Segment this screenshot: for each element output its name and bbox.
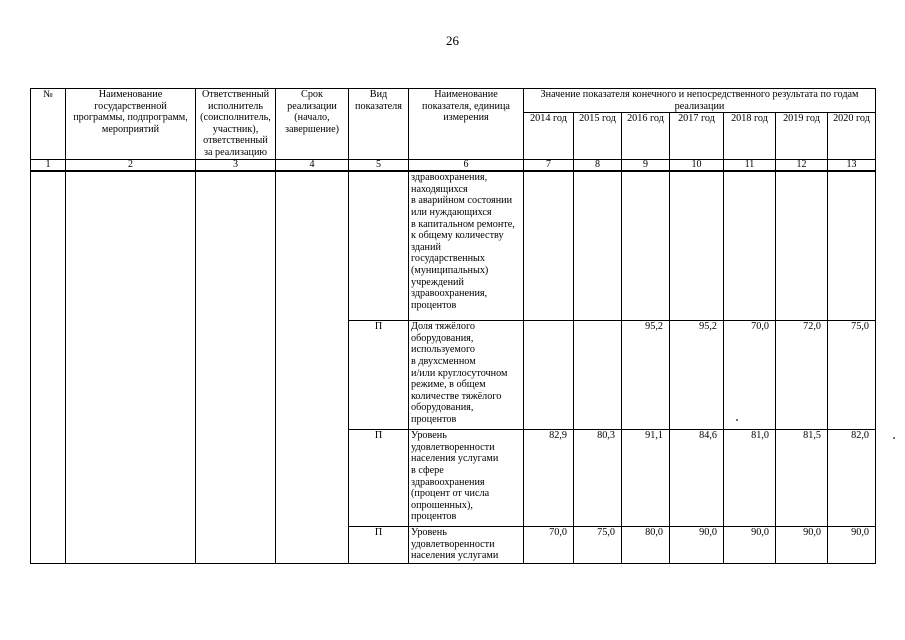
indicators-table <box>30 88 876 564</box>
value-cell <box>724 171 776 321</box>
header-year: 2014 год <box>524 113 574 160</box>
scan-speck <box>893 437 895 439</box>
value-cell: 72,0 <box>776 321 828 430</box>
value-cell <box>776 171 828 321</box>
value-cell <box>622 171 670 321</box>
value-cell: 90,0 <box>776 527 828 564</box>
value-cell: 70,0 <box>524 527 574 564</box>
column-number: 2 <box>66 160 196 172</box>
value-cell: 80,3 <box>574 430 622 527</box>
column-number: 4 <box>276 160 349 172</box>
header-indicator-type: Вид показателя <box>349 89 409 160</box>
header-year: 2017 год <box>670 113 724 160</box>
page-number: 26 <box>446 33 459 48</box>
value-cell: 70,0 <box>724 321 776 430</box>
indicator-type-cell: П <box>349 321 409 430</box>
column-number: 6 <box>409 160 524 172</box>
value-cell <box>524 171 574 321</box>
column-number: 12 <box>776 160 828 172</box>
value-cell: 95,2 <box>622 321 670 430</box>
header-year: 2020 год <box>828 113 876 160</box>
indicator-type-cell: П <box>349 527 409 564</box>
header-no: № <box>31 89 66 160</box>
no-cell <box>31 171 66 564</box>
value-cell: 81,0 <box>724 430 776 527</box>
header-indicator-name: Наименование показателя, единица измерения <box>409 89 524 160</box>
value-cell: 91,1 <box>622 430 670 527</box>
indicator-name-cell: Доля тяжёлого оборудования, используемого в двухсменном и/или круглосуточном режиме, в общем количестве тяжёлого оборудования, процентов <box>409 321 524 430</box>
column-number: 3 <box>196 160 276 172</box>
header-responsible: Ответственный исполнитель (соисполнитель, участник), ответственный за реализацию <box>196 89 276 160</box>
value-cell: 81,5 <box>776 430 828 527</box>
column-number: 1 <box>31 160 66 172</box>
indicator-name-cell: здравоохранения, находящихся в аварийном состоянии или нуждающихся в капитальном ремонте, к общему количеству зданий государственных (муниципальных) учреждений здравоохранения, процентов <box>409 171 524 321</box>
header-values-group: Значение показателя конечного и непосредственного результата по годам реализации <box>524 89 876 113</box>
indicator-name-cell: Уровень удовлетворенности населения услугами в сфере здравоохранения (процент от числа опрошенных), процентов <box>409 430 524 527</box>
column-number: 8 <box>574 160 622 172</box>
header-row <box>31 89 876 113</box>
column-number: 7 <box>524 160 574 172</box>
value-cell: 75,0 <box>574 527 622 564</box>
header-year: 2019 год <box>776 113 828 160</box>
scan-speck <box>736 419 738 421</box>
column-numbers-row <box>31 160 876 172</box>
responsible-cell <box>196 171 276 564</box>
value-cell: 80,0 <box>622 527 670 564</box>
value-cell <box>574 321 622 430</box>
value-cell <box>670 171 724 321</box>
column-number: 10 <box>670 160 724 172</box>
value-cell: 82,0 <box>828 430 876 527</box>
column-number: 13 <box>828 160 876 172</box>
value-cell: 90,0 <box>828 527 876 564</box>
value-cell: 84,6 <box>670 430 724 527</box>
value-cell <box>574 171 622 321</box>
value-cell <box>828 171 876 321</box>
header-year: 2016 год <box>622 113 670 160</box>
value-cell: 75,0 <box>828 321 876 430</box>
table-row <box>31 171 876 321</box>
indicator-name-cell: Уровень удовлетворенности населения услугами <box>409 527 524 564</box>
program-name-cell <box>66 171 196 564</box>
header-term: Срок реализации (начало, завершение) <box>276 89 349 160</box>
column-number: 11 <box>724 160 776 172</box>
header-year: 2015 год <box>574 113 622 160</box>
value-cell: 95,2 <box>670 321 724 430</box>
value-cell <box>524 321 574 430</box>
indicator-type-cell: П <box>349 430 409 527</box>
column-number: 9 <box>622 160 670 172</box>
column-number: 5 <box>349 160 409 172</box>
header-program-name: Наименование государственной программы, подпрограмм, мероприятий <box>66 89 196 160</box>
value-cell: 82,9 <box>524 430 574 527</box>
term-cell <box>276 171 349 564</box>
indicator-type-cell <box>349 171 409 321</box>
header-year: 2018 год <box>724 113 776 160</box>
value-cell: 90,0 <box>670 527 724 564</box>
value-cell: 90,0 <box>724 527 776 564</box>
